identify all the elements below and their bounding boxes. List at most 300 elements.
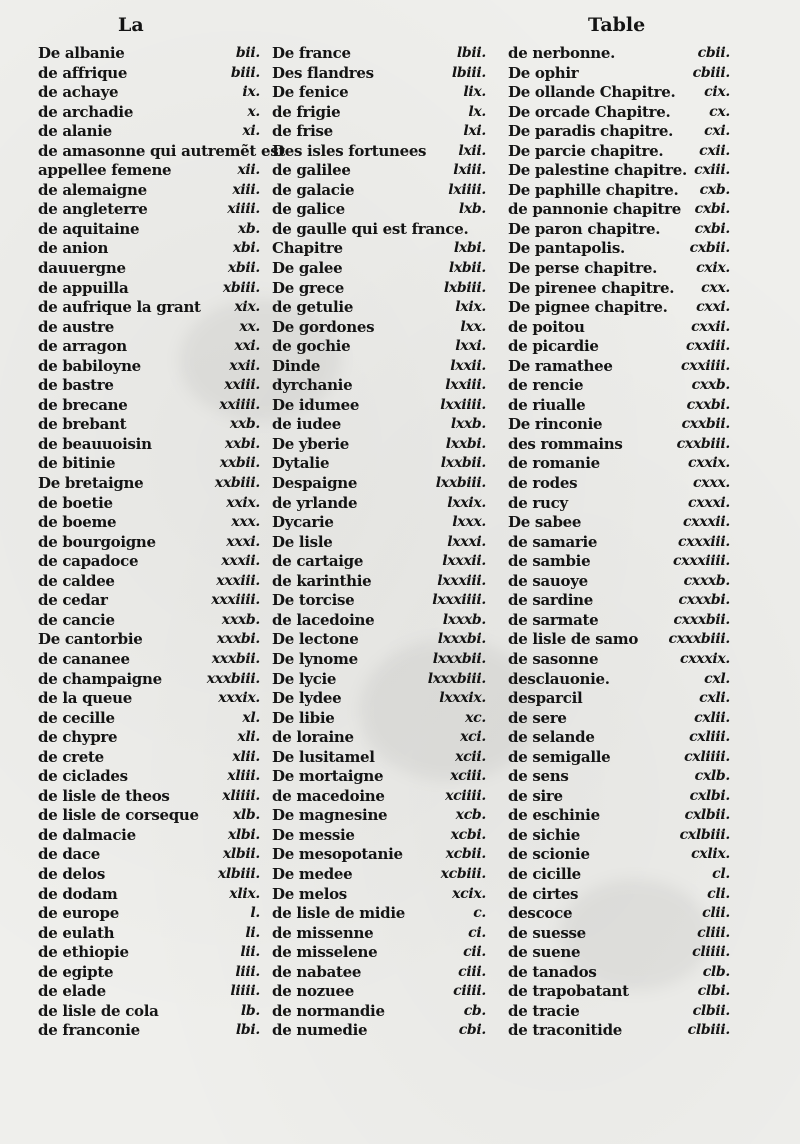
entry-folio-number: xcbi. — [450, 826, 486, 843]
index-entry — [272, 161, 486, 181]
entry-title: de suesse — [508, 923, 586, 942]
entry-title: de numedie — [272, 1021, 368, 1040]
index-entry — [272, 806, 486, 826]
entry-title: De pignee chapitre. — [508, 298, 668, 317]
index-entry — [508, 454, 730, 474]
entry-title: de eschinie — [508, 806, 600, 825]
index-entry — [508, 103, 730, 123]
entry-title: De france — [272, 44, 351, 62]
entry-folio-number: cxxxiiii. — [672, 553, 730, 570]
entry-title: de anion — [38, 239, 109, 258]
index-entry — [38, 963, 260, 983]
entry-title: de alemaigne — [38, 180, 147, 199]
index-entry — [272, 239, 486, 259]
index-entry — [508, 415, 730, 435]
entry-title: De lusitamel — [272, 747, 375, 766]
index-entry — [38, 748, 260, 768]
entry-title: Chapitre — [272, 239, 343, 258]
index-entry — [38, 670, 260, 690]
entry-title: de sere — [508, 708, 567, 727]
entry-title: Dycarie — [272, 513, 334, 532]
entry-title: de cecille — [38, 708, 115, 727]
entry-title: de lacedoine — [272, 610, 375, 629]
entry-title: de misselene — [272, 943, 378, 962]
entry-folio-number: cxxii. — [691, 318, 730, 335]
entry-folio-number: xxx. — [231, 514, 260, 531]
entry-folio-number: cxlix. — [691, 846, 730, 863]
index-entry — [38, 376, 260, 396]
index-entry — [38, 220, 260, 240]
entry-folio-number: cxliii. — [689, 729, 730, 746]
index-entry — [38, 689, 260, 709]
index-entry — [38, 513, 260, 533]
entry-title: de la queue — [38, 689, 132, 708]
entry-folio-number: cbi. — [458, 1022, 486, 1039]
entry-folio-number: xlii. — [232, 748, 260, 765]
index-entry — [508, 748, 730, 768]
entry-title: de cancie — [38, 610, 115, 629]
index-entry — [38, 533, 260, 553]
entry-title: de austre — [38, 317, 114, 336]
entry-title: de galice — [272, 200, 345, 219]
index-entry — [272, 572, 486, 592]
entry-title: de galilee — [272, 161, 351, 180]
entry-title: De cantorbie — [38, 630, 143, 649]
entry-folio-number: ciii. — [458, 963, 486, 980]
entry-title: de beauuoisin — [38, 434, 152, 453]
entry-title: Dytalie — [272, 454, 330, 473]
entry-folio-number: xxbiii. — [214, 475, 260, 492]
entry-folio-number: lxxxix. — [439, 690, 486, 707]
index-entry — [38, 826, 260, 846]
entry-folio-number: xxii. — [229, 357, 260, 374]
entry-folio-number: cxxiiii. — [681, 357, 730, 374]
index-entry — [508, 44, 730, 64]
entry-title: De perse chapitre. — [508, 259, 658, 278]
entry-title: de brebant — [38, 415, 127, 434]
index-entry — [38, 767, 260, 787]
entry-title: de dace — [38, 845, 101, 864]
entry-folio-number: cxbi. — [694, 201, 730, 218]
index-entry — [272, 64, 486, 84]
index-entry — [272, 122, 486, 142]
entry-title: de boeme — [38, 513, 117, 532]
entry-title: de tanados — [508, 962, 597, 981]
entry-folio-number: xliiii. — [222, 787, 260, 804]
index-entry — [272, 611, 486, 631]
entry-title: De albanie — [38, 44, 125, 62]
entry-title: De mortaigne — [272, 767, 384, 786]
entry-title: de macedoine — [272, 786, 385, 805]
index-entry — [38, 298, 260, 318]
entry-title: de sasonne — [508, 649, 599, 668]
index-entry — [508, 552, 730, 572]
index-entry — [38, 552, 260, 572]
entry-folio-number: lxx. — [460, 318, 486, 335]
entry-title: de alanie — [38, 122, 112, 141]
index-entry — [508, 670, 730, 690]
entry-folio-number: lxxix. — [447, 494, 486, 511]
entry-title: de dalmacie — [38, 825, 136, 844]
index-column-1 — [38, 44, 285, 1041]
index-entry — [272, 298, 486, 318]
entry-folio-number: lxxi. — [455, 338, 486, 355]
entry-title: de trapobatant — [508, 982, 629, 1001]
index-entry — [508, 865, 730, 885]
entry-title: de bourgoigne — [38, 532, 156, 551]
entry-folio-number: cxxix. — [688, 455, 730, 472]
entry-title: desparcil — [508, 689, 583, 708]
index-entry — [38, 122, 260, 142]
entry-title: de lisle de theos — [38, 786, 170, 805]
entry-folio-number: cxliiii. — [684, 748, 730, 765]
entry-title: De pirenee chapitre. — [508, 278, 675, 297]
entry-title: de affrique — [38, 63, 128, 82]
index-entry — [508, 885, 730, 905]
entry-folio-number: xxb. — [229, 416, 260, 433]
entry-title: De fenice — [272, 83, 349, 102]
index-entry — [38, 64, 260, 84]
entry-folio-number: xxi. — [234, 338, 260, 355]
entry-title: de galacie — [272, 180, 355, 199]
entry-folio-number: cxxxix. — [679, 650, 730, 667]
entry-folio-number: ciiii. — [453, 983, 486, 1000]
index-entry — [38, 572, 260, 592]
entry-title: de tracie — [508, 1001, 580, 1020]
entry-folio-number: cxxb. — [691, 377, 730, 394]
index-entry — [38, 1021, 260, 1041]
index-entry — [272, 376, 486, 396]
index-entry — [272, 200, 486, 220]
entry-folio-number: li. — [245, 924, 260, 941]
entry-folio-number: lxxxbii. — [432, 650, 486, 667]
entry-folio-number: xcb. — [455, 807, 486, 824]
entry-folio-number: clb. — [702, 963, 730, 980]
index-entry — [38, 415, 260, 435]
index-entry — [508, 630, 730, 650]
entry-title: de cedar — [38, 591, 108, 610]
entry-folio-number: cxx. — [701, 279, 730, 296]
entry-folio-number: cxxxiii. — [678, 533, 730, 550]
entry-title: de loraine — [272, 728, 354, 747]
entry-title: De lydee — [272, 689, 342, 708]
index-entry — [272, 83, 486, 103]
entry-folio-number: cxxxbiii. — [668, 631, 730, 648]
entry-folio-number: lxix. — [455, 299, 486, 316]
entry-title: de chypre — [38, 728, 118, 747]
index-entry — [508, 142, 730, 162]
index-column-2 — [272, 44, 508, 1041]
index-entry — [38, 924, 260, 944]
entry-title: Des isles fortunees — [272, 141, 427, 160]
entry-folio-number: xxxii. — [221, 553, 260, 570]
entry-folio-number: lxxbiii. — [435, 475, 486, 492]
entry-folio-number: xxix. — [226, 494, 260, 511]
index-entry — [38, 161, 260, 181]
index-entry — [272, 591, 486, 611]
entry-folio-number: lxxb. — [450, 416, 486, 433]
index-column-3 — [508, 44, 744, 1041]
entry-folio-number: lbi. — [235, 1022, 260, 1039]
index-entry — [272, 220, 486, 240]
index-entry — [272, 904, 486, 924]
entry-folio-number: xxxb. — [221, 611, 260, 628]
index-entry — [508, 924, 730, 944]
entry-folio-number: xlix. — [229, 885, 260, 902]
entry-title: de cananee — [38, 649, 130, 668]
entry-folio-number: cxbi. — [694, 220, 730, 237]
entry-title: de lisle de corseque — [38, 806, 199, 825]
entry-title: de scionie — [508, 845, 590, 864]
index-entry — [38, 885, 260, 905]
entry-folio-number: xxiiii. — [219, 396, 260, 413]
entry-title: de traconitide — [508, 1021, 623, 1040]
entry-folio-number: xcii. — [455, 748, 486, 765]
entry-title: de egipte — [38, 962, 114, 981]
index-entry — [38, 259, 260, 279]
entry-folio-number: clii. — [702, 905, 730, 922]
index-entry — [38, 141, 285, 162]
entry-folio-number: cxxxii. — [683, 514, 730, 531]
entry-title: de gaulle qui est france. — [272, 219, 469, 238]
entry-folio-number: lxiii. — [453, 162, 486, 179]
entry-title: de ciclades — [38, 767, 128, 786]
entry-folio-number: xbiii. — [222, 279, 260, 296]
index-entry — [508, 709, 730, 729]
entry-folio-number: xii. — [237, 162, 260, 179]
entry-folio-number: xlbii. — [222, 846, 260, 863]
running-head-right: Table — [588, 14, 646, 36]
index-entry — [272, 982, 486, 1002]
entry-title: de appuilla — [38, 278, 129, 297]
entry-folio-number: cxlbii. — [684, 807, 730, 824]
entry-folio-number: cxxxi. — [688, 494, 730, 511]
entry-title: de brecane — [38, 395, 128, 414]
entry-title: de sambie — [508, 552, 591, 571]
index-entry — [272, 670, 486, 690]
entry-folio-number: cxb. — [699, 181, 730, 198]
entry-folio-number: lxxxiii. — [437, 572, 486, 589]
index-entry — [272, 357, 486, 377]
entry-title: de nabatee — [272, 962, 362, 981]
entry-folio-number: lb. — [240, 1002, 260, 1019]
entry-folio-number: xli. — [237, 729, 260, 746]
entry-title: de amasonne qui autremẽt est — [38, 141, 285, 160]
index-entry — [38, 650, 260, 670]
index-entry — [508, 161, 730, 181]
index-entry — [38, 1002, 260, 1022]
entry-folio-number: cxi. — [704, 123, 730, 140]
index-entry — [272, 767, 486, 787]
index-entry — [508, 591, 730, 611]
entry-title: De pantapolis. — [508, 239, 625, 258]
index-entry — [272, 885, 486, 905]
entry-title: de sarmate — [508, 610, 599, 629]
entry-folio-number: lii. — [240, 944, 260, 961]
entry-title: de caldee — [38, 571, 115, 590]
index-entry — [38, 845, 260, 865]
entry-title: de boetie — [38, 493, 113, 512]
entry-title: de missenne — [272, 923, 374, 942]
index-entry — [38, 357, 260, 377]
entry-folio-number: xxxbi. — [216, 631, 260, 648]
entry-folio-number: xix. — [234, 299, 260, 316]
entry-title: De ramathee — [508, 356, 613, 375]
index-entry — [38, 454, 260, 474]
entry-title: de lisle de cola — [38, 1001, 159, 1020]
entry-title: De messie — [272, 825, 355, 844]
entry-title: descoce — [508, 904, 573, 923]
index-entry — [38, 591, 260, 611]
index-entry — [508, 787, 730, 807]
entry-folio-number: xcbiii. — [440, 865, 486, 882]
entry-folio-number: cxxx. — [693, 475, 730, 492]
entry-title: de suene — [508, 943, 581, 962]
entry-folio-number: cliii. — [697, 924, 730, 941]
entry-title: De parcie chapitre. — [508, 141, 664, 160]
entry-title: de poitou — [508, 317, 585, 336]
entry-folio-number: cliiii. — [692, 944, 730, 961]
index-entry — [38, 44, 260, 64]
entry-folio-number: xiiii. — [227, 201, 260, 218]
entry-title: De lisle — [272, 532, 333, 551]
index-entry — [272, 845, 486, 865]
index-entry — [508, 572, 730, 592]
entry-folio-number: cxxbiii. — [676, 435, 730, 452]
index-entry — [38, 709, 260, 729]
entry-folio-number: cix. — [704, 84, 730, 101]
entry-folio-number: xxxbiii. — [206, 670, 260, 687]
entry-folio-number: cxlb. — [694, 768, 730, 785]
entry-folio-number: lxxx. — [452, 514, 486, 531]
entry-folio-number: lbiii. — [451, 64, 486, 81]
index-entry — [38, 904, 260, 924]
index-entry — [38, 806, 260, 826]
entry-folio-number: liiii. — [230, 983, 260, 1000]
index-entry — [38, 494, 260, 514]
entry-title: de selande — [508, 728, 595, 747]
entry-title: De ollande Chapitre. — [508, 83, 676, 102]
index-entry — [38, 396, 260, 416]
index-entry — [508, 513, 730, 533]
index-entry — [272, 963, 486, 983]
entry-title: De mesopotanie — [272, 845, 403, 864]
index-entry — [508, 376, 730, 396]
entry-title: de samarie — [508, 532, 598, 551]
entry-title: de arragon — [38, 337, 127, 356]
entry-title: De ophir — [508, 63, 579, 82]
index-entry — [272, 924, 486, 944]
entry-title: dauuergne — [38, 259, 126, 278]
entry-title: de picardie — [508, 337, 599, 356]
entry-folio-number: lxb. — [458, 201, 486, 218]
entry-title: de romanie — [508, 454, 600, 473]
entry-title: de eulath — [38, 923, 115, 942]
entry-folio-number: xliii. — [227, 768, 260, 785]
entry-title: de nerbonne. — [508, 44, 616, 62]
index-entry — [272, 943, 486, 963]
entry-folio-number: lxbiii. — [443, 279, 486, 296]
entry-title: Dinde — [272, 356, 321, 375]
index-entry — [508, 259, 730, 279]
entry-folio-number: lxbi. — [453, 240, 486, 257]
entry-folio-number: clbi. — [697, 983, 730, 1000]
entry-folio-number: xlb. — [232, 807, 260, 824]
entry-folio-number: cxii. — [699, 142, 730, 159]
index-entry — [272, 454, 486, 474]
entry-title: De paradis chapitre. — [508, 122, 673, 141]
index-entry — [272, 748, 486, 768]
entry-title: de sens — [508, 767, 569, 786]
index-entry — [508, 845, 730, 865]
entry-folio-number: cb. — [463, 1002, 486, 1019]
entry-folio-number: cx. — [709, 103, 730, 120]
entry-title: de bitinie — [38, 454, 116, 473]
entry-folio-number: xciiii. — [445, 787, 486, 804]
entry-title: de achaye — [38, 83, 119, 102]
entry-folio-number: bii. — [235, 45, 260, 61]
index-entry — [508, 279, 730, 299]
entry-folio-number: lxi. — [463, 123, 486, 140]
index-entry — [272, 728, 486, 748]
index-entry — [272, 787, 486, 807]
entry-folio-number: cxlbiii. — [679, 826, 730, 843]
entry-title: de dodam — [38, 884, 118, 903]
index-entry — [38, 474, 260, 494]
index-entry — [272, 689, 486, 709]
index-entry — [508, 122, 730, 142]
entry-folio-number: xcix. — [452, 885, 486, 902]
entry-title: de babiloyne — [38, 356, 141, 375]
entry-folio-number: cxix. — [696, 260, 730, 277]
entry-folio-number: cxxxb. — [683, 572, 730, 589]
index-entry — [508, 1002, 730, 1022]
entry-folio-number: biii. — [230, 64, 260, 81]
entry-folio-number: ix. — [242, 84, 260, 101]
index-entry — [272, 1002, 486, 1022]
entry-title: de sire — [508, 786, 563, 805]
entry-title: de crete — [38, 747, 104, 766]
index-entry — [508, 64, 730, 84]
entry-folio-number: cxlbi. — [689, 787, 730, 804]
entry-folio-number: lxxxii. — [442, 553, 486, 570]
entry-folio-number: xxbi. — [224, 435, 260, 452]
entry-title: des rommains — [508, 434, 623, 453]
entry-title: de elade — [38, 982, 106, 1001]
entry-title: De lectone — [272, 630, 359, 649]
entry-title: de riualle — [508, 395, 586, 414]
entry-folio-number: lx. — [468, 103, 486, 120]
index-entry — [272, 181, 486, 201]
entry-folio-number: lxxiii. — [445, 377, 486, 394]
entry-title: de champaigne — [38, 669, 162, 688]
entry-title: de frigie — [272, 102, 341, 121]
index-entry — [272, 513, 486, 533]
entry-title: de angleterre — [38, 200, 148, 219]
entry-title: de capadoce — [38, 552, 139, 571]
entry-title: de sichie — [508, 825, 580, 844]
entry-title: de rucy — [508, 493, 568, 512]
index-entry — [508, 474, 730, 494]
entry-folio-number: lxxbii. — [440, 455, 486, 472]
entry-folio-number: lxxxi. — [447, 533, 486, 550]
index-entry — [272, 1021, 486, 1041]
entry-folio-number: cxli. — [699, 690, 730, 707]
index-entry — [508, 1021, 730, 1041]
entry-title: de archadie — [38, 102, 134, 121]
entry-folio-number: cxxxbi. — [678, 592, 730, 609]
index-entry — [508, 982, 730, 1002]
